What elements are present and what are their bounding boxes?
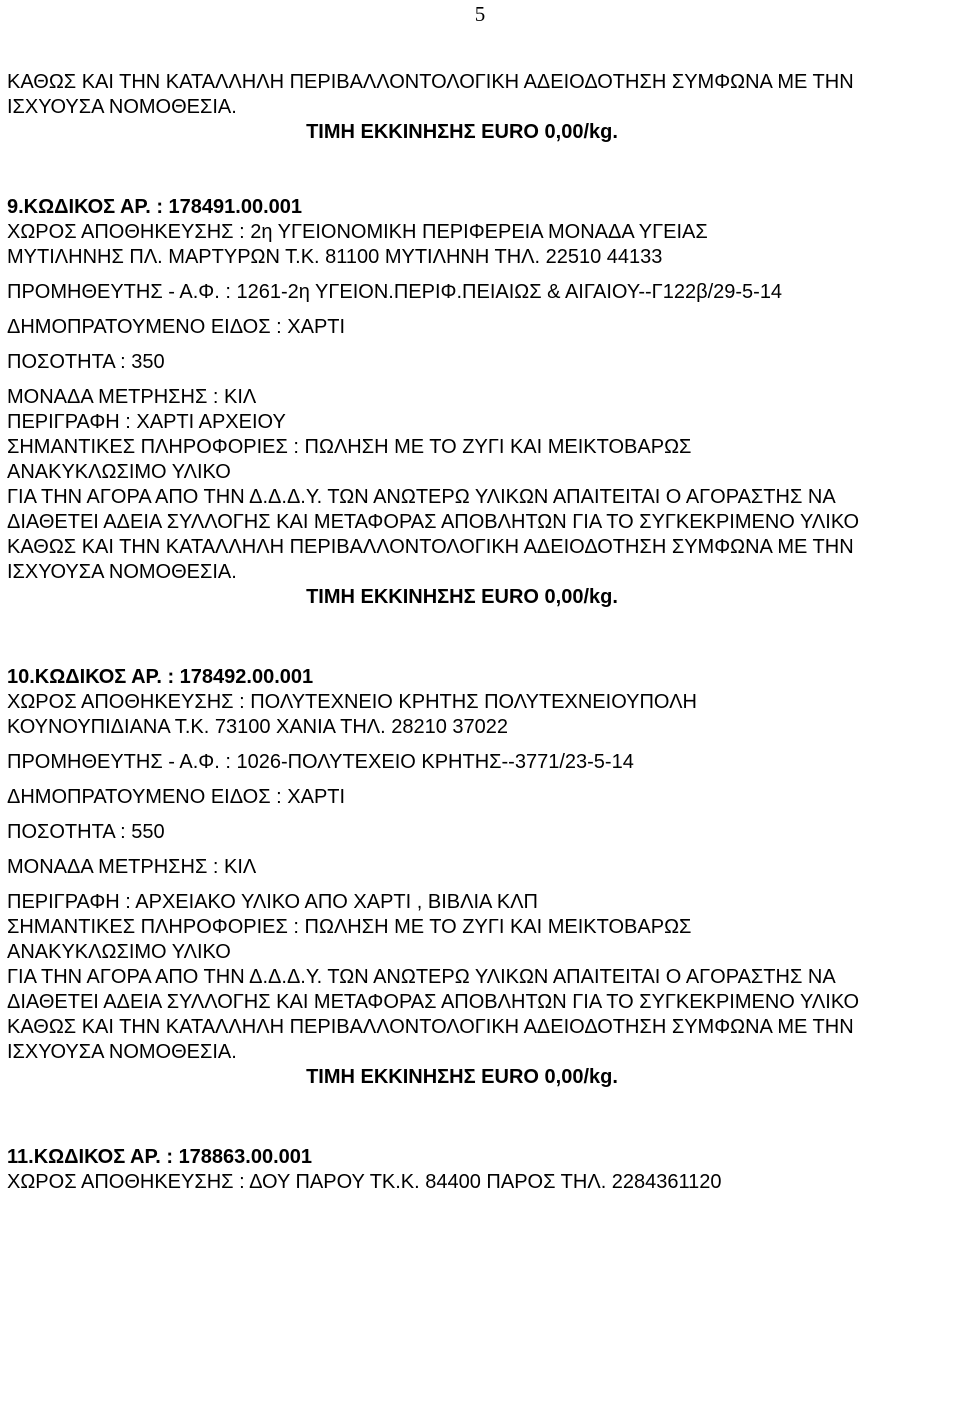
item-10-notes: ΚΑΘΩΣ ΚΑΙ ΤΗΝ ΚΑΤΑΛΛΗΛΗ ΠΕΡΙΒΑΛΛΟΝΤΟΛΟΓΙΚΗ ΑΔΕΙΟΔΟΤΗΣΗ ΣΥΜΦΩΝΑ ΜΕ ΤΗΝ (7, 1016, 854, 1038)
page-number: 5 (474, 2, 486, 26)
document-body (7, 70, 957, 1195)
item-10-notes: ΑΝΑΚΥΚΛΩΣΙΜΟ ΥΛΙΚΟ (7, 941, 231, 963)
item-10-type: ΔΗΜΟΠΡΑΤΟΥΜΕΝΟ ΕΙΔΟΣ : ΧΑΡΤΙ (7, 786, 346, 808)
item-10-supplier: ΠΡΟΜΗΘΕΥΤΗΣ - Α.Φ. : 1026-ΠΟΛΥΤΕΧΕΙΟ ΚΡΗΤΗΣ--3771/23-5-14 (7, 751, 634, 773)
intro-line: ΙΣΧΥΟΥΣΑ ΝΟΜΟΘΕΣΙΑ. (7, 96, 237, 118)
item-9-price: ΤΙΜΗ ΕΚΚΙΝΗΣΗΣ EURO 0,00/kg. (306, 586, 618, 608)
item-10-code: 10.ΚΩΔΙΚΟΣ ΑΡ. : 178492.00.001 (7, 666, 314, 688)
item-10-storage: ΧΩΡΟΣ ΑΠΟΘΗΚΕΥΣΗΣ : ΠΟΛΥΤΕΧΝΕΙΟ ΚΡΗΤΗΣ ΠΟΛΥΤΕΧΝΕΙΟΥΠΟΛΗ (7, 691, 697, 713)
item-10-unit: ΜΟΝΑΔΑ ΜΕΤΡΗΣΗΣ : ΚΙΛ (7, 856, 257, 878)
item-10-notes: ΔΙΑΘΕΤΕΙ ΑΔΕΙΑ ΣΥΛΛΟΓΗΣ ΚΑΙ ΜΕΤΑΦΟΡΑΣ ΑΠΟΒΛΗΤΩΝ ΓΙΑ ΤΟ ΣΥΓΚΕΚΡΙΜΕΝΟ ΥΛΙΚΟ (7, 991, 860, 1013)
item-9-supplier: ΠΡΟΜΗΘΕΥΤΗΣ - Α.Φ. : 1261-2η ΥΓΕΙΟΝ.ΠΕΡΙΦ.ΠΕΙΑΙΩΣ & ΑΙΓΑΙΟΥ--Γ122β/29-5-14 (7, 281, 783, 303)
item-10-notes: ΙΣΧΥΟΥΣΑ ΝΟΜΟΘΕΣΙΑ. (7, 1041, 237, 1063)
item-9-unit: ΜΟΝΑΔΑ ΜΕΤΡΗΣΗΣ : ΚΙΛ (7, 386, 257, 408)
item-11 (7, 1145, 957, 1195)
item-9-notes: ΚΑΘΩΣ ΚΑΙ ΤΗΝ ΚΑΤΑΛΛΗΛΗ ΠΕΡΙΒΑΛΛΟΝΤΟΛΟΓΙΚΗ ΑΔΕΙΟΔΟΤΗΣΗ ΣΥΜΦΩΝΑ ΜΕ ΤΗΝ (7, 536, 854, 558)
item-9 (7, 195, 957, 610)
item-10-notes: ΣΗΜΑΝΤΙΚΕΣ ΠΛΗΡΟΦΟΡΙΕΣ : ΠΩΛΗΣΗ ΜΕ ΤΟ ΖΥΓΙ ΚΑΙ ΜΕΙΚΤΟΒΑΡΩΣ (7, 916, 692, 938)
item-10-price: ΤΙΜΗ ΕΚΚΙΝΗΣΗΣ EURO 0,00/kg. (306, 1066, 618, 1088)
item-10-description: ΠΕΡΙΓΡΑΦΗ : ΑΡΧΕΙΑΚΟ ΥΛΙΚΟ ΑΠΟ ΧΑΡΤΙ , ΒΙΒΛΙΑ ΚΛΠ (7, 891, 538, 913)
item-9-description: ΠΕΡΙΓΡΑΦΗ : ΧΑΡΤΙ ΑΡΧΕΙΟΥ (7, 411, 286, 433)
item-9-notes: ΣΗΜΑΝΤΙΚΕΣ ΠΛΗΡΟΦΟΡΙΕΣ : ΠΩΛΗΣΗ ΜΕ ΤΟ ΖΥΓΙ ΚΑΙ ΜΕΙΚΤΟΒΑΡΩΣ (7, 436, 692, 458)
item-9-quantity: ΠΟΣΟΤΗΤΑ : 350 (7, 351, 165, 373)
item-9-notes: ΙΣΧΥΟΥΣΑ ΝΟΜΟΘΕΣΙΑ. (7, 561, 237, 583)
item-9-notes: ΓΙΑ ΤΗΝ ΑΓΟΡΑ ΑΠΟ ΤΗΝ Δ.Δ.Δ.Υ. ΤΩΝ ΑΝΩΤΕΡΩ ΥΛΙΚΩΝ ΑΠΑΙΤΕΙΤΑΙ Ο ΑΓΟΡΑΣΤΗΣ ΝΑ (7, 486, 836, 508)
item-9-storage: ΜΥΤΙΛΗΝΗΣ ΠΛ. ΜΑΡΤΥΡΩΝ Τ.Κ. 81100 ΜΥΤΙΛΗΝΗ ΤΗΛ. 22510 44133 (7, 246, 663, 268)
item-9-type: ΔΗΜΟΠΡΑΤΟΥΜΕΝΟ ΕΙΔΟΣ : ΧΑΡΤΙ (7, 316, 346, 338)
item-9-storage: ΧΩΡΟΣ ΑΠΟΘΗΚΕΥΣΗΣ : 2η ΥΓΕΙΟΝΟΜΙΚΗ ΠΕΡΙΦΕΡΕΙΑ ΜΟΝΑΔΑ ΥΓΕΙΑΣ (7, 221, 708, 243)
intro-line: ΚΑΘΩΣ ΚΑΙ ΤΗΝ ΚΑΤΑΛΛΗΛΗ ΠΕΡΙΒΑΛΛΟΝΤΟΛΟΓΙΚΗ ΑΔΕΙΟΔΟΤΗΣΗ ΣΥΜΦΩΝΑ ΜΕ ΤΗΝ (7, 71, 854, 93)
item-11-storage: ΧΩΡΟΣ ΑΠΟΘΗΚΕΥΣΗΣ : ΔΟΥ ΠΑΡΟΥ ΤΚ.Κ. 84400 ΠΑΡΟΣ ΤΗΛ. 2284361120 (7, 1171, 722, 1193)
item-9-code: 9.ΚΩΔΙΚΟΣ ΑΡ. : 178491.00.001 (7, 196, 303, 218)
item-10-storage: ΚΟΥΝΟΥΠΙΔΙΑΝΑ Τ.Κ. 73100 ΧΑΝΙΑ ΤΗΛ. 28210 37022 (7, 716, 509, 738)
item-10-quantity: ΠΟΣΟΤΗΤΑ : 550 (7, 821, 165, 843)
item-9-notes: ΑΝΑΚΥΚΛΩΣΙΜΟ ΥΛΙΚΟ (7, 461, 231, 483)
item-10-notes: ΓΙΑ ΤΗΝ ΑΓΟΡΑ ΑΠΟ ΤΗΝ Δ.Δ.Δ.Υ. ΤΩΝ ΑΝΩΤΕΡΩ ΥΛΙΚΩΝ ΑΠΑΙΤΕΙΤΑΙ Ο ΑΓΟΡΑΣΤΗΣ ΝΑ (7, 966, 836, 988)
item-9-notes: ΔΙΑΘΕΤΕΙ ΑΔΕΙΑ ΣΥΛΛΟΓΗΣ ΚΑΙ ΜΕΤΑΦΟΡΑΣ ΑΠΟΒΛΗΤΩΝ ΓΙΑ ΤΟ ΣΥΓΚΕΚΡΙΜΕΝΟ ΥΛΙΚΟ (7, 511, 860, 533)
item-10 (7, 665, 957, 1090)
intro-price: ΤΙΜΗ ΕΚΚΙΝΗΣΗΣ EURO 0,00/kg. (306, 121, 618, 143)
item-11-code: 11.ΚΩΔΙΚΟΣ ΑΡ. : 178863.00.001 (7, 1146, 313, 1168)
